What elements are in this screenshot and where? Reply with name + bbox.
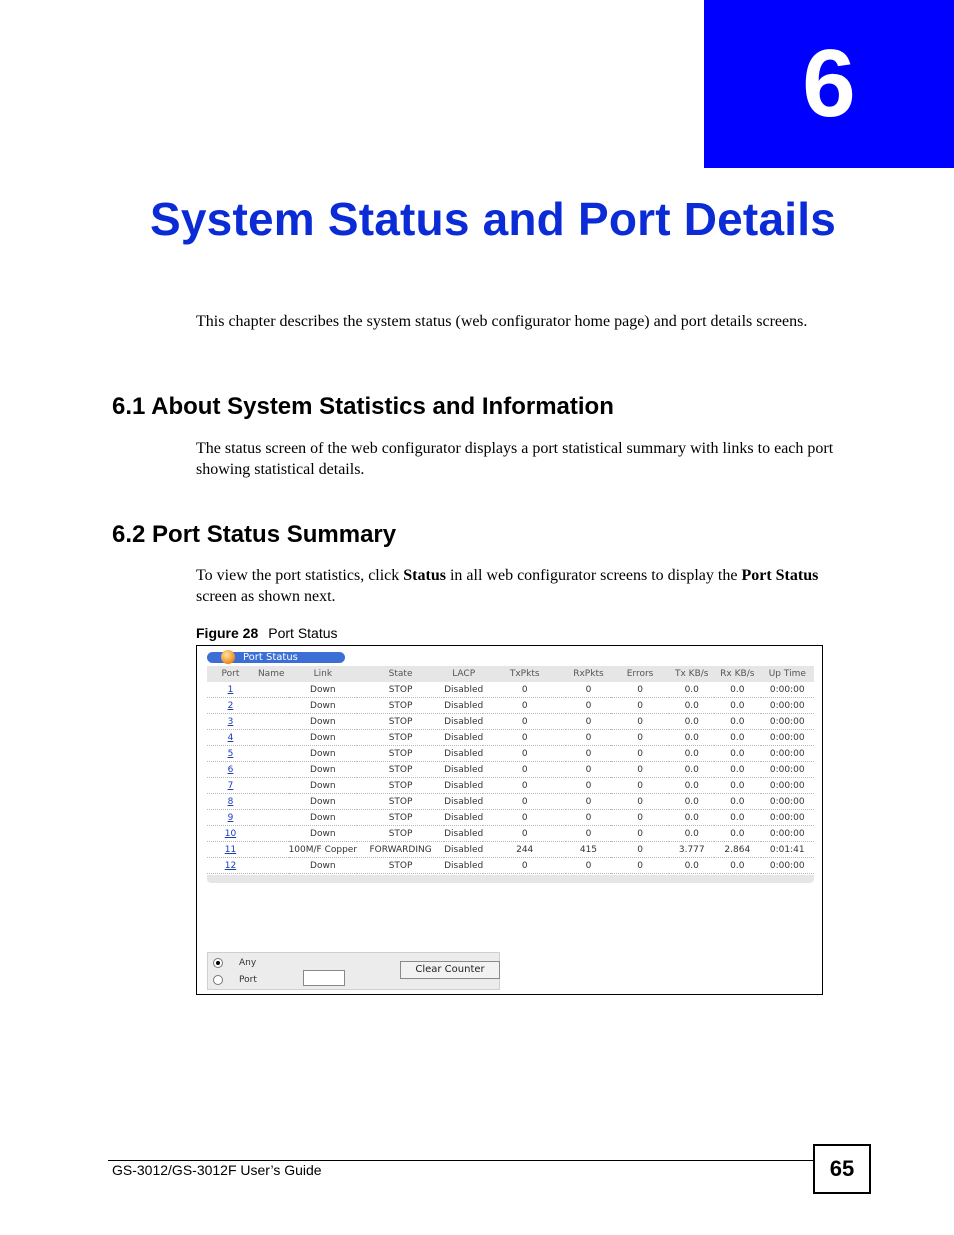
section-heading-6-1: 6.1 About System Statistics and Information: [112, 393, 614, 420]
table-row: [207, 810, 814, 826]
table-cell: [254, 762, 289, 778]
table-cell: Disabled: [444, 730, 483, 746]
table-cell: 0: [566, 730, 610, 746]
port-number-input[interactable]: [303, 970, 345, 986]
para-bold-port-status: Port Status: [741, 567, 819, 584]
chapter-number-box: [704, 0, 954, 168]
table-cell: Disabled: [444, 682, 483, 698]
table-cell: STOP: [357, 730, 444, 746]
table-cell: STOP: [357, 858, 444, 874]
port-link[interactable]: 8: [207, 794, 254, 810]
port-link[interactable]: 7: [207, 778, 254, 794]
table-cell: 0:00:00: [761, 682, 814, 698]
table-cell: Disabled: [444, 698, 483, 714]
para-text: To view the port statistics, click: [196, 567, 404, 584]
table-cell: STOP: [357, 794, 444, 810]
table-row: [207, 698, 814, 714]
table-cell: 0:00:00: [761, 698, 814, 714]
table-cell: STOP: [357, 714, 444, 730]
table-cell: 0: [483, 858, 566, 874]
column-header: Link: [289, 666, 357, 682]
table-cell: 0.0: [714, 858, 761, 874]
table-cell: 0.0: [714, 682, 761, 698]
table-cell: STOP: [357, 778, 444, 794]
clear-counter-panel: [207, 952, 500, 990]
table-cell: 0: [566, 858, 610, 874]
table-cell: 0.0: [669, 858, 714, 874]
table-row: [207, 794, 814, 810]
table-cell: Down: [289, 858, 357, 874]
table-cell: 0: [566, 714, 610, 730]
port-link[interactable]: 2: [207, 698, 254, 714]
table-cell: 0: [611, 698, 670, 714]
table-cell: 0:00:00: [761, 762, 814, 778]
table-cell: 0:00:00: [761, 714, 814, 730]
table-cell: STOP: [357, 826, 444, 842]
table-header-row: [207, 666, 814, 682]
table-cell: FORWARDING: [357, 842, 444, 858]
table-cell: Disabled: [444, 714, 483, 730]
port-link[interactable]: 5: [207, 746, 254, 762]
table-cell: 0: [566, 826, 610, 842]
table-cell: Disabled: [444, 746, 483, 762]
port-link[interactable]: 11: [207, 842, 254, 858]
table-cell: [254, 794, 289, 810]
table-cell: 0:00:00: [761, 794, 814, 810]
table-cell: 0:00:00: [761, 778, 814, 794]
table-cell: 0: [483, 810, 566, 826]
intro-paragraph: This chapter describes the system status (web configurator home page) and port details screens.: [196, 313, 808, 330]
table-cell: 0: [483, 714, 566, 730]
table-cell: [254, 746, 289, 762]
table-cell: 0: [483, 794, 566, 810]
table-row: [207, 730, 814, 746]
table-cell: 0.0: [714, 826, 761, 842]
table-cell: Down: [289, 682, 357, 698]
table-cell: 0: [483, 778, 566, 794]
table-cell: 0.0: [669, 778, 714, 794]
table-cell: 415: [566, 842, 610, 858]
port-status-tab[interactable]: [207, 652, 345, 663]
page-number: 65: [813, 1144, 871, 1194]
column-header: State: [357, 666, 444, 682]
table-cell: Down: [289, 762, 357, 778]
column-header: Rx KB/s: [714, 666, 761, 682]
table-cell: 0: [566, 698, 610, 714]
table-cell: [254, 714, 289, 730]
chapter-title: System Status and Port Details: [150, 193, 836, 245]
table-cell: 0.0: [669, 794, 714, 810]
table-cell: Disabled: [444, 842, 483, 858]
footer-rule: [108, 1160, 814, 1161]
table-cell: STOP: [357, 682, 444, 698]
port-status-tab-label: Port Status: [243, 652, 298, 663]
table-cell: 0: [611, 730, 670, 746]
chapter-number: 6: [802, 30, 856, 137]
table-cell: 0: [611, 794, 670, 810]
table-cell: [254, 826, 289, 842]
table-cell: 0.0: [714, 714, 761, 730]
table-cell: 0.0: [714, 730, 761, 746]
table-cell: 0: [483, 682, 566, 698]
table-cell: 0: [611, 842, 670, 858]
table-cell: [254, 778, 289, 794]
orb-icon: [221, 650, 235, 664]
port-link[interactable]: 10: [207, 826, 254, 842]
table-cell: Disabled: [444, 826, 483, 842]
table-cell: 0.0: [669, 762, 714, 778]
table-cell: Disabled: [444, 858, 483, 874]
table-cell: Down: [289, 746, 357, 762]
table-cell: 0: [611, 682, 670, 698]
table-cell: Disabled: [444, 778, 483, 794]
table-cell: 0: [566, 746, 610, 762]
port-status-table: [207, 666, 814, 874]
table-cell: 0: [566, 794, 610, 810]
table-cell: [254, 682, 289, 698]
table-cell: 0.0: [669, 826, 714, 842]
port-link[interactable]: 6: [207, 762, 254, 778]
table-cell: 0.0: [714, 810, 761, 826]
table-cell: 2.864: [714, 842, 761, 858]
table-row: [207, 778, 814, 794]
table-cell: 0: [483, 698, 566, 714]
table-cell: 0.0: [714, 746, 761, 762]
table-cell: Disabled: [444, 810, 483, 826]
figure-title: Port Status: [268, 625, 338, 641]
table-cell: Down: [289, 778, 357, 794]
table-cell: Down: [289, 730, 357, 746]
table-cell: 0: [566, 810, 610, 826]
port-link[interactable]: 4: [207, 730, 254, 746]
clear-counter-button[interactable]: Clear Counter: [400, 961, 500, 979]
table-cell: 0.0: [714, 794, 761, 810]
port-link[interactable]: 9: [207, 810, 254, 826]
table-row: [207, 682, 814, 698]
table-cell: 0: [611, 826, 670, 842]
table-cell: 0.0: [669, 698, 714, 714]
table-cell: 0:00:00: [761, 858, 814, 874]
table-cell: 0: [611, 810, 670, 826]
table-cell: Disabled: [444, 762, 483, 778]
table-cell: 0:00:00: [761, 810, 814, 826]
table-cell: [254, 698, 289, 714]
table-cell: 0: [483, 746, 566, 762]
section-6-1-paragraph: The status screen of the web configurator displays a port statistical summary with links to each port showing statistical details.: [196, 440, 834, 478]
column-header: Errors: [611, 666, 670, 682]
column-header: Up Time: [761, 666, 814, 682]
table-cell: 0: [611, 746, 670, 762]
column-header: TxPkts: [483, 666, 566, 682]
table-cell: 0: [483, 730, 566, 746]
table-cell: [254, 842, 289, 858]
table-cell: 0.0: [669, 714, 714, 730]
table-cell: [254, 730, 289, 746]
column-header: Tx KB/s: [669, 666, 714, 682]
guide-name: GS-3012/GS-3012F User’s Guide: [112, 1162, 322, 1178]
para-text: in all web configurator screens to display the: [445, 567, 742, 584]
table-cell: 244: [483, 842, 566, 858]
figure-label: Figure 28: [196, 625, 259, 641]
table-cell: 0.0: [669, 730, 714, 746]
table-row: [207, 826, 814, 842]
table-cell: STOP: [357, 698, 444, 714]
table-cell: 0: [483, 762, 566, 778]
para-text: screen as shown next.: [196, 588, 336, 605]
table-row: [207, 842, 814, 858]
port-link[interactable]: 3: [207, 714, 254, 730]
section-heading-6-2: 6.2 Port Status Summary: [112, 521, 397, 548]
table-cell: 0: [611, 858, 670, 874]
figure-caption: [196, 625, 338, 641]
table-cell: 0.0: [669, 746, 714, 762]
table-cell: 0: [611, 714, 670, 730]
table-cell: 0.0: [714, 698, 761, 714]
table-cell: Down: [289, 714, 357, 730]
column-header: LACP: [444, 666, 483, 682]
section-6-2-paragraph: [196, 565, 846, 607]
table-cell: [254, 810, 289, 826]
table-cell: 3.777: [669, 842, 714, 858]
table-cell: 0:00:00: [761, 730, 814, 746]
radio-port[interactable]: [213, 975, 223, 985]
column-header: Port: [207, 666, 254, 682]
table-row: [207, 858, 814, 874]
column-header: RxPkts: [566, 666, 610, 682]
table-cell: STOP: [357, 746, 444, 762]
port-status-screenshot: [196, 645, 823, 995]
table-cell: Down: [289, 698, 357, 714]
table-cell: Down: [289, 810, 357, 826]
table-cell: Down: [289, 794, 357, 810]
table-cell: 0:00:00: [761, 826, 814, 842]
table-cell: STOP: [357, 762, 444, 778]
radio-any-label: Any: [239, 958, 257, 968]
table-cell: 0: [611, 762, 670, 778]
para-bold-status: Status: [403, 567, 446, 584]
port-link[interactable]: 12: [207, 858, 254, 874]
table-cell: 0:01:41: [761, 842, 814, 858]
table-cell: Down: [289, 826, 357, 842]
table-cell: 0: [566, 682, 610, 698]
column-header: Name: [254, 666, 289, 682]
table-cell: STOP: [357, 810, 444, 826]
table-cell: 0: [566, 778, 610, 794]
table-row: [207, 762, 814, 778]
table-cell: [254, 858, 289, 874]
table-cell: 0: [483, 826, 566, 842]
radio-port-label: Port: [239, 975, 257, 985]
table-cell: 0: [611, 778, 670, 794]
table-row: [207, 746, 814, 762]
table-cell: 100M/F Copper: [289, 842, 357, 858]
table-cell: 0.0: [669, 682, 714, 698]
radio-any[interactable]: [213, 958, 223, 968]
table-cell: 0:00:00: [761, 746, 814, 762]
table-cell: 0.0: [714, 762, 761, 778]
table-row: [207, 714, 814, 730]
table-cell: 0: [566, 762, 610, 778]
port-link[interactable]: 1: [207, 682, 254, 698]
table-cell: Disabled: [444, 794, 483, 810]
table-footer-bar: [207, 875, 814, 883]
table-cell: 0.0: [669, 810, 714, 826]
table-cell: 0.0: [714, 778, 761, 794]
